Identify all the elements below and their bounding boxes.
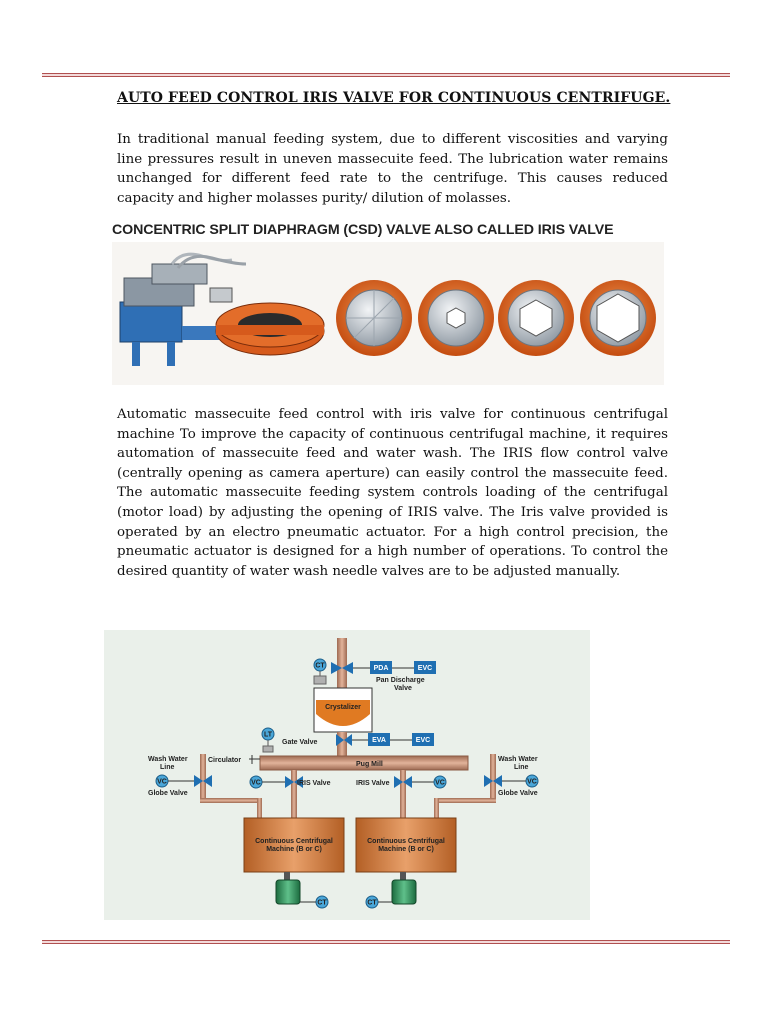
globe-valve-right-label: Globe Valve bbox=[498, 790, 538, 797]
svg-text:VC: VC bbox=[251, 779, 261, 787]
machine-right-label-1: Continuous Centrifugal bbox=[367, 838, 445, 845]
eva-label: EVA bbox=[372, 737, 386, 744]
automatic-feed-paragraph: Automatic massecuite feed control with iris valve for continuous centrifugal machine To improve the capacity of continuous centrifugal machine, it requires automation of massecuite feed and water wash. The IRIS flow control valve (centrally opening as camera aperture) can easily control the massecuite feed. The automatic massecuite feeding system controls loading of the centrifugal (motor load) by adjusting the opening of IRIS valve. The Iris valve provided is operated by an electro pneumatic actuator. For a high control precision, the pneumatic actuator is designed for a high number of operations. To control the desired quantity of water wash needle valves are to be adjusted manually. bbox=[117, 407, 668, 579]
motor-left bbox=[276, 880, 300, 904]
lt-tag-label: LT bbox=[263, 731, 273, 739]
wash-water-right-label-1: Wash Water bbox=[498, 756, 538, 763]
wash-water-left-label-1: Wash Water bbox=[148, 756, 188, 763]
ct-sensor-top bbox=[314, 676, 326, 684]
evc-label-top: EVC bbox=[417, 665, 433, 672]
intro-paragraph: In traditional manual feeding system, due to different viscosities and varying line pressures result in uneven massecuite feed. The lubrication water remains unchanged for different feed rate to the centrifuge. This causes reduced capacity and higher molasses purity/ dilution of molasses. bbox=[117, 132, 668, 206]
wash-water-left-pipe bbox=[200, 754, 206, 802]
iris-ring-open bbox=[580, 280, 656, 356]
document-title: AUTO FEED CONTROL IRIS VALVE FOR CONTINUOUS CENTRIFUGE. bbox=[117, 90, 671, 106]
crystalizer-label: Crystalizer bbox=[325, 704, 361, 711]
bottom-divider-rule bbox=[42, 940, 730, 944]
iris-ring-closed bbox=[336, 280, 412, 356]
motor-right bbox=[392, 880, 416, 904]
iris-valve-right-label: IRIS Valve bbox=[356, 780, 390, 787]
circulator-label: Circulator bbox=[208, 757, 242, 764]
evc-label-gate: EVC bbox=[415, 737, 431, 744]
svg-text:CT: CT bbox=[367, 899, 377, 907]
machine-right-label-2: Machine (B or C) bbox=[378, 846, 434, 853]
svg-text:VC: VC bbox=[157, 778, 167, 786]
left-feed-pipe bbox=[291, 770, 297, 820]
pda-label: PDA bbox=[373, 665, 389, 672]
ct-tag-top-label: CT bbox=[315, 662, 325, 670]
machine-left-label-2: Machine (B or C) bbox=[266, 846, 322, 853]
iris-ring-medium-opening bbox=[498, 280, 574, 356]
machine-left-label-1: Continuous Centrifugal bbox=[255, 838, 333, 845]
pug-mill-label: Pug Mill bbox=[356, 761, 383, 768]
wash-water-left-label-2: Line bbox=[160, 764, 175, 771]
right-feed-pipe bbox=[400, 770, 406, 820]
pan-discharge-label-1: Pan Discharge bbox=[376, 677, 425, 684]
globe-valve-left-label: Globe Valve bbox=[148, 790, 188, 797]
centrifugal-machine-left bbox=[244, 818, 344, 872]
svg-text:VC: VC bbox=[527, 778, 537, 786]
process-flow-diagram bbox=[104, 630, 590, 920]
svg-text:CT: CT bbox=[317, 899, 327, 907]
svg-text:VC: VC bbox=[435, 779, 445, 787]
gate-valve-label: Gate Valve bbox=[282, 739, 318, 746]
process-flow-svg bbox=[104, 630, 590, 920]
top-divider-rule bbox=[42, 73, 730, 77]
iris-valve-figure bbox=[112, 218, 664, 385]
wash-water-right-pipe bbox=[490, 754, 496, 802]
pan-discharge-label-2: Valve bbox=[394, 685, 412, 692]
iris-valve-figure-caption: CONCENTRIC SPLIT DIAPHRAGM (CSD) VALVE ALSO CALLED IRIS VALVE bbox=[112, 222, 614, 238]
centrifugal-machine-right bbox=[356, 818, 456, 872]
iris-valve-illustration bbox=[112, 218, 664, 385]
iris-valve-left-label: IRIS Valve bbox=[297, 780, 331, 787]
wash-water-right-label-2: Line bbox=[514, 764, 529, 771]
iris-ring-small-opening bbox=[418, 280, 494, 356]
